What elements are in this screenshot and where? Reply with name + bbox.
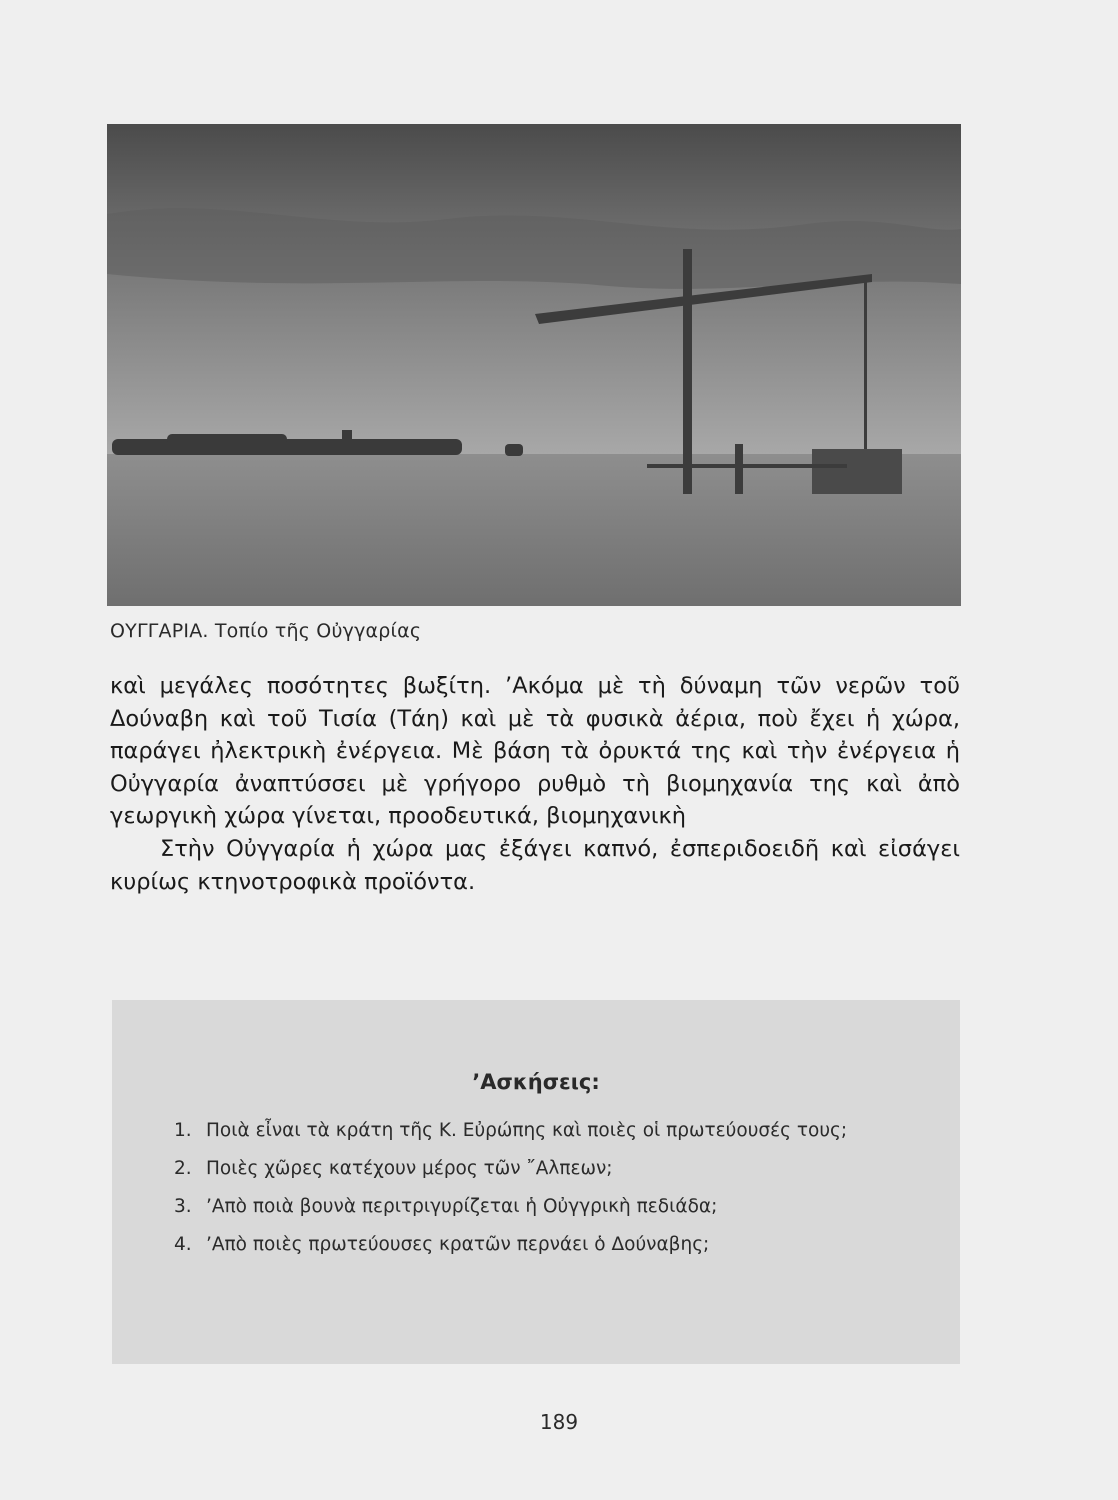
exercises-box [112,1000,960,1364]
exercise-text: ’Απὸ ποιὰ βουνὰ περιτριγυρίζεται ἡ Οὐγγρικὴ πεδιάδα; [206,1196,718,1217]
exercise-item [174,1156,894,1181]
exercise-number: 2. [174,1158,192,1179]
exercises-title: ’Ασκήσεις: [472,1070,600,1094]
photo-caption: ΟΥΓΓΑΡΙΑ. Τοπίο τῆς Οὐγγαρίας [110,620,422,642]
hungary-landscape-photo [107,124,961,606]
body-text [110,670,960,898]
exercise-item [174,1194,894,1219]
exercise-text: Ποιὰ εἶναι τὰ κράτη τῆς Κ. Εὐρώπης καὶ ποιὲς οἱ πρωτεύουσές τους; [206,1120,848,1141]
exercise-item [174,1232,894,1257]
exercise-text: Ποιὲς χῶρες κατέχουν μέρος τῶν ῎Αλπεων; [206,1158,613,1179]
exercise-text: ’Απὸ ποιὲς πρωτεύουσες κρατῶν περνάει ὁ Δούναβης; [206,1234,710,1255]
exercise-list [174,1118,894,1270]
exercise-item [174,1118,894,1143]
exercise-number: 1. [174,1120,192,1141]
exercise-number: 4. [174,1234,192,1255]
photo-sky [107,124,961,459]
body-paragraph-1: καὶ μεγάλες ποσότητες βωξίτη. ’Ακόμα μὲ τὴ δύναμη τῶν νερῶν τοῦ Δούναβη καὶ τοῦ Τισία (Τάη) καὶ μὲ τὰ φυσικὰ ἀέρια, ποὺ ἔχει ἡ χώρα, παράγει ἠλεκτρικὴ ἐνέργεια. Μὲ βάση τὰ ὀρυκτά της καὶ τὴν ἐνέργεια ἡ Οὐγγαρία ἀναπτύσσει μὲ γρήγορο ρυθμὸ τὴ βιομηχανία της καὶ ἀπὸ γεωργικὴ χώρα γίνεται, προοδευτικά, βιομηχανικὴ [110,673,960,830]
page-number: 189 [539,1410,579,1434]
exercise-number: 3. [174,1196,192,1217]
body-paragraph-2: Στὴν Οὐγγαρία ἡ χώρα μας ἐξάγει καπνό, ἐσπεριδοειδῆ καὶ εἰσάγει κυρίως κτηνοτροφικὰ προϊόντα. [110,835,960,895]
